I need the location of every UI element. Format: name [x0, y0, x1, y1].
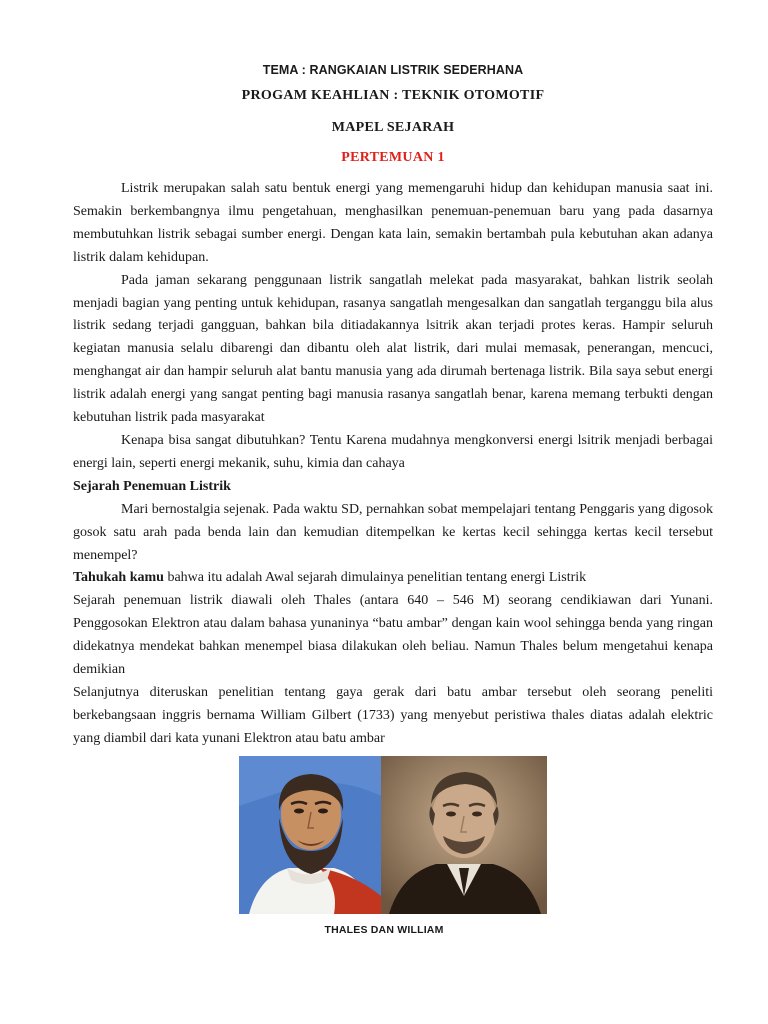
paragraph-did-you-know: [73, 567, 713, 590]
portrait-figure: [239, 756, 547, 914]
paragraph-intro: Listrik merupakan salah satu bentuk energi yang memengaruhi hidup dan kehidupan manusia saat ini. Semakin berkembangnya ilmu pengetahuan, menghasilkan penemuan-penemuan baru yang pada dasarnya membutuhkan listrik sebagai sumber energi. Dengan kata lain, semakin bertambah pula kebutuhan akan adanya listrik dalam kehidupan.: [73, 181, 713, 265]
figure-caption: THALES DAN WILLIAM: [324, 924, 444, 936]
meeting-heading: PERTEMUAN 1: [341, 150, 445, 165]
program-heading: PROGAM KEAHLIAN : TEKNIK OTOMOTIF: [241, 88, 545, 103]
paragraph-nostalgia: Mari bernostalgia sejenak. Pada waktu SD, pernahkan sobat mempelajari tentang Penggaris yang digosok gosok satu arah pada benda lain dan kemudian ditempelkan ke kertas kecil sehingga kertas kecil tersebut menempel?: [73, 501, 713, 563]
did-you-know-label: Tahukah kamu: [73, 570, 164, 586]
paragraph-why: Kenapa bisa sangat dibutuhkan? Tentu Karena mudahnya mengkonversi energi lsitrik menjadi berbagai energi lain, seperti energi mekanik, suhu, kimia dan cahaya: [73, 432, 713, 471]
document-body: [73, 178, 713, 751]
thales-portrait: [239, 756, 381, 914]
theme-heading: TEMA : RANGKAIAN LISTRIK SEDERHANA: [262, 63, 524, 77]
subject-heading: MAPEL SEJARAH: [331, 120, 455, 135]
paragraph-gilbert: Selanjutnya diteruskan penelitian tentang gaya gerak dari batu ambar tersebut oleh seorang peneliti berkebangsaan inggris bernama William Gilbert (1733) yang menyebut peristiwa thales diatas adalah elektric yang diambil dari kata yunani Elektron atau batu ambar: [73, 684, 713, 746]
section-heading-history: Sejarah Penemuan Listrik: [73, 478, 231, 494]
did-you-know-text: bahwa itu adalah Awal sejarah dimulainya penelitian tentang energi Listrik: [163, 570, 587, 586]
paragraph-thales: Sejarah penemuan listrik diawali oleh Thales (antara 640 – 546 M) seorang cendikiawan dari Yunani. Penggosokan Elektron atau dalam bahasa yunaninya “batu ambar” dengan kain wool sehingga benda yang ringan didekatnya mendekat bahkan menempel biasa dilakukan oleh beliau. Namun Thales belum mengetahui kenapa demikian: [73, 593, 713, 678]
paragraph-usage: Pada jaman sekarang penggunaan listrik sangatlah melekat pada masyarakat, bahkan listrik seolah menjadi bagian yang penting untuk kehidupan, rasanya sangatlah mengesalkan dan sangatlah terganggu bila alus listrik sedang terjadi gangguan, bahkan bila ditiadakannya lsitrik akan terjadi protes keras. Hampir seluruh kegiatan manusia selalu dibarengi dan dibantu oleh alat listrik, dari mulai memasak, penerangan, mencuci, menghangat air dan hampir seluruh alat bantu manusia yang ada dirumah bertenaga listrik. Bila saya sebut energi listrik adalah energi yang sangat penting bagi manusia rasanya sangatlah benar, karena memang terbukti dengan kebutuhan listrik pada masyarakat: [73, 272, 713, 426]
william-portrait: [381, 756, 547, 914]
